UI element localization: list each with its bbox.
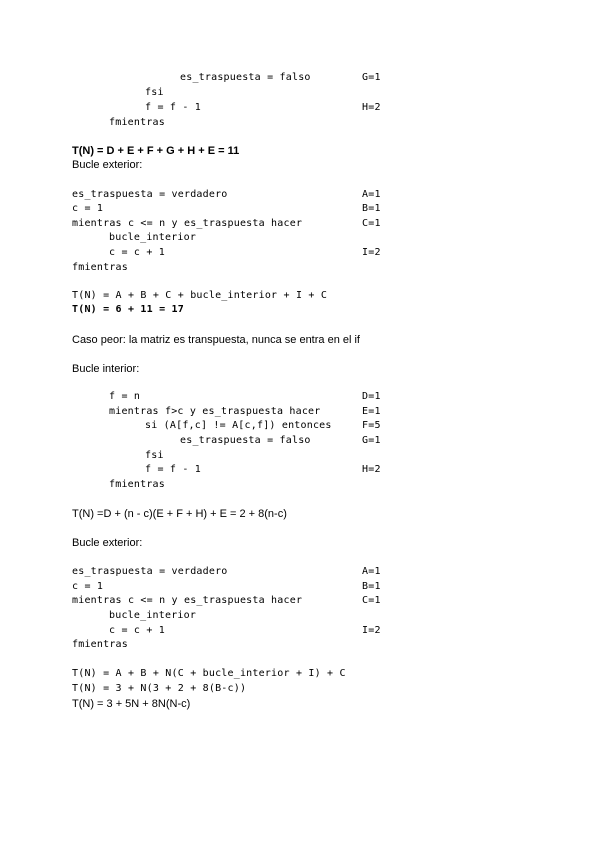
code-line: bucle_interior (109, 232, 197, 243)
section-heading: Bucle interior: (72, 363, 140, 375)
cost-label: F=5 (362, 420, 381, 431)
code-line: fmientras (109, 479, 165, 490)
code-line: c = c + 1 (109, 247, 165, 258)
code-line: mientras c <= n y es_traspuesta hacer (72, 595, 303, 606)
cost-label: G=1 (362, 435, 381, 446)
formula-line: T(N) = D + E + F + G + H + E = 11 (72, 145, 240, 157)
formula-line: T(N) = A + B + N(C + bucle_interior + I) + C (72, 668, 346, 679)
cost-label: A=1 (362, 566, 381, 577)
code-line: mientras c <= n y es_traspuesta hacer (72, 218, 303, 229)
code-line: c = c + 1 (109, 625, 165, 636)
cost-label: A=1 (362, 189, 381, 200)
formula-line: T(N) = 6 + 11 = 17 (72, 304, 184, 315)
cost-label: B=1 (362, 203, 381, 214)
formula-line: T(N) = 3 + N(3 + 2 + 8(B-c)) (72, 683, 247, 694)
cost-label: D=1 (362, 391, 381, 402)
section-heading: Bucle exterior: (72, 159, 143, 171)
code-line: f = n (109, 391, 141, 402)
formula-line: T(N) =D + (n - c)(E + F + H) + E = 2 + 8(n-c) (72, 508, 287, 520)
cost-label: C=1 (362, 218, 381, 229)
code-line: es_traspuesta = falso (180, 435, 311, 446)
code-line: mientras f>c y es_traspuesta hacer (109, 406, 321, 417)
formula-line: T(N) = A + B + C + bucle_interior + I + C (72, 290, 328, 301)
code-line: fmientras (109, 117, 165, 128)
section-heading: Bucle exterior: (72, 537, 143, 549)
code-line: fsi (145, 450, 164, 461)
cost-label: G=1 (362, 72, 381, 83)
code-line: fsi (145, 87, 164, 98)
code-line: es_traspuesta = falso (180, 72, 311, 83)
paragraph: Caso peor: la matriz es transpuesta, nunca se entra en el if (72, 334, 360, 346)
code-line: fmientras (72, 639, 128, 650)
code-line: si (A[f,c] != A[c,f]) entonces (145, 420, 332, 431)
code-line: c = 1 (72, 581, 104, 592)
code-line: c = 1 (72, 203, 104, 214)
code-line: fmientras (72, 262, 128, 273)
code-line: es_traspuesta = verdadero (72, 189, 228, 200)
cost-label: H=2 (362, 102, 381, 113)
cost-label: C=1 (362, 595, 381, 606)
cost-label: I=2 (362, 625, 381, 636)
cost-label: H=2 (362, 464, 381, 475)
code-line: bucle_interior (109, 610, 197, 621)
code-line: es_traspuesta = verdadero (72, 566, 228, 577)
cost-label: I=2 (362, 247, 381, 258)
cost-label: B=1 (362, 581, 381, 592)
cost-label: E=1 (362, 406, 381, 417)
formula-line: T(N) = 3 + 5N + 8N(N-c) (72, 698, 191, 710)
code-line: f = f - 1 (145, 464, 201, 475)
code-line: f = f - 1 (145, 102, 201, 113)
